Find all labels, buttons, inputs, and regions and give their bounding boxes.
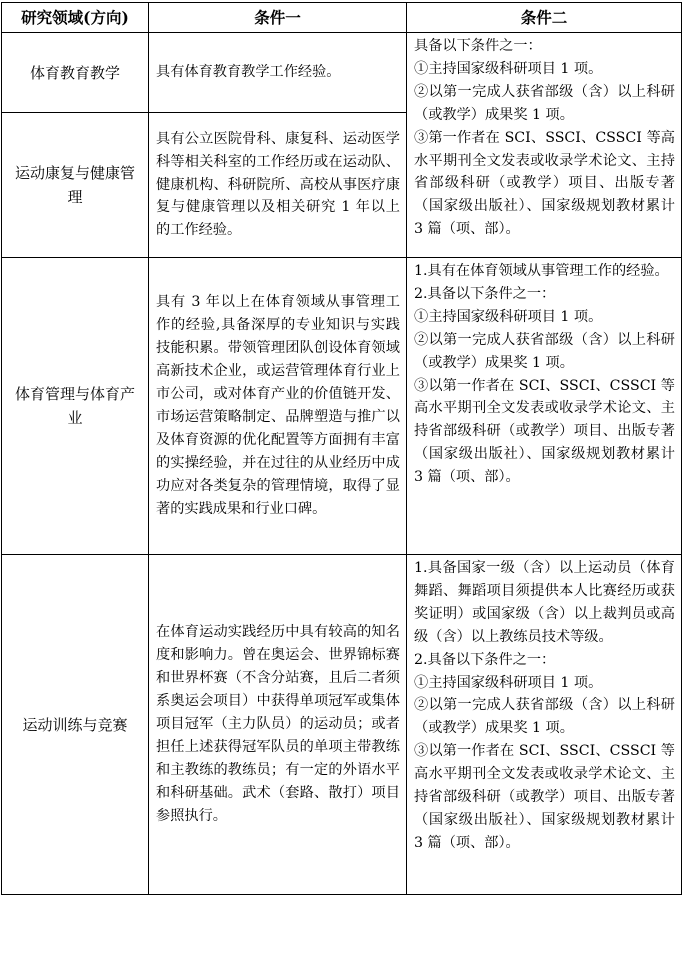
field-cell: 运动训练与竞赛: [2, 555, 149, 895]
condition-2-cell: [407, 33, 682, 258]
condition-2-cell: [407, 555, 682, 895]
condition-line: 具备以下条件之一：: [414, 38, 542, 54]
header-condition-1: 条件一: [149, 3, 407, 33]
table-row: [2, 555, 682, 895]
condition-1-cell: 具有体育教育教学工作经验。: [149, 33, 407, 113]
condition-line: ③第一作者在 SCI、SSCI、CSSCI 等高水平期刊全文发表或收录学术论文、主持省部级科研（或教学）项目、出版专著（国家级出版社）、国家级规划教材累计 3 篇（项、部）。: [414, 129, 675, 238]
condition-line: ②以第一完成人获省部级（含）以上科研（或教学）成果奖 1 项。: [414, 697, 675, 737]
header-row: [2, 3, 682, 33]
condition-line: 1.具有在体育领域从事管理工作的经验。: [414, 263, 669, 279]
header-condition-2: 条件二: [407, 3, 682, 33]
condition-line: ③以第一作者在 SCI、SSCI、CSSCI 等高水平期刊全文发表或收录学术论文、主持省部级科研（或教学）项目、出版专著（国家级出版社）、国家级规划教材累计 3 篇（项、部）。: [414, 743, 675, 851]
field-cell: 体育管理与体育产业: [2, 258, 149, 555]
condition-line: ②以第一完成人获省部级（含）以上科研（或教学）成果奖 1 项。: [414, 331, 675, 371]
field-cell: 体育教育教学: [2, 33, 149, 113]
condition-line: ①主持国家级科研项目 1 项。: [414, 308, 603, 325]
condition-line: 2.具备以下条件之一：: [414, 285, 556, 302]
condition-line: ②以第一完成人获省部级（含）以上科研（或教学）成果奖 1 项。: [414, 83, 675, 123]
condition-line: ①主持国家级科研项目 1 项。: [414, 60, 603, 77]
condition-2-cell: [407, 258, 682, 555]
table-row: [2, 33, 682, 113]
condition-1-cell: 在体育运动实践经历中具有较高的知名度和影响力。曾在奥运会、世界锦标赛和世界杯赛（不含分站赛，且后二者须系奥运会项目）中获得单项冠军或集体项目冠军（主力队员）的运动员；或者担任上述获得冠军队员的单项主带教练和主教练的教练员；有一定的外语水平和科研基础。武术（套路、散打）项目参照执行。: [149, 555, 407, 895]
table-row: [2, 258, 682, 555]
condition-1-cell: 具有 3 年以上在体育领域从事管理工作的经验,具备深厚的专业知识与实践技能积累。带领管理团队创设体育领域高新技术企业，或运营管理体育行业上市公司，或对体育产业的价值链开发、市场运营策略制定、品牌塑造与推广以及体育资源的优化配置等方面拥有丰富的实操经验，并在过往的从业经历中成功应对各类复杂的管理情境，取得了显著的实践成果和行业口碑。: [149, 258, 407, 555]
header-field: 研究领域(方向): [2, 3, 149, 33]
condition-line: ①主持国家级科研项目 1 项。: [414, 674, 603, 691]
field-cell: 运动康复与健康管理: [2, 113, 149, 258]
condition-line: ③以第一作者在 SCI、SSCI、CSSCI 等高水平期刊全文发表或收录学术论文、主持省部级科研（或教学）项目、出版专著（国家级出版社）、国家级规划教材累计 3 篇（项、部）。: [414, 377, 675, 486]
condition-line: 2.具备以下条件之一：: [414, 651, 556, 668]
condition-line: 1.具备国家一级（含）以上运动员（体育舞蹈、舞蹈项目须提供本人比赛经历或获奖证明）或国家级（含）以上裁判员或高级（含）以上教练员技术等级。: [414, 560, 675, 645]
conditions-table: [1, 2, 682, 895]
condition-1-cell: 具有公立医院骨科、康复科、运动医学科等相关科室的工作经历或在运动队、健康机构、科研院所、高校从事医疗康复与健康管理以及相关研究 1 年以上的工作经验。: [149, 113, 407, 258]
